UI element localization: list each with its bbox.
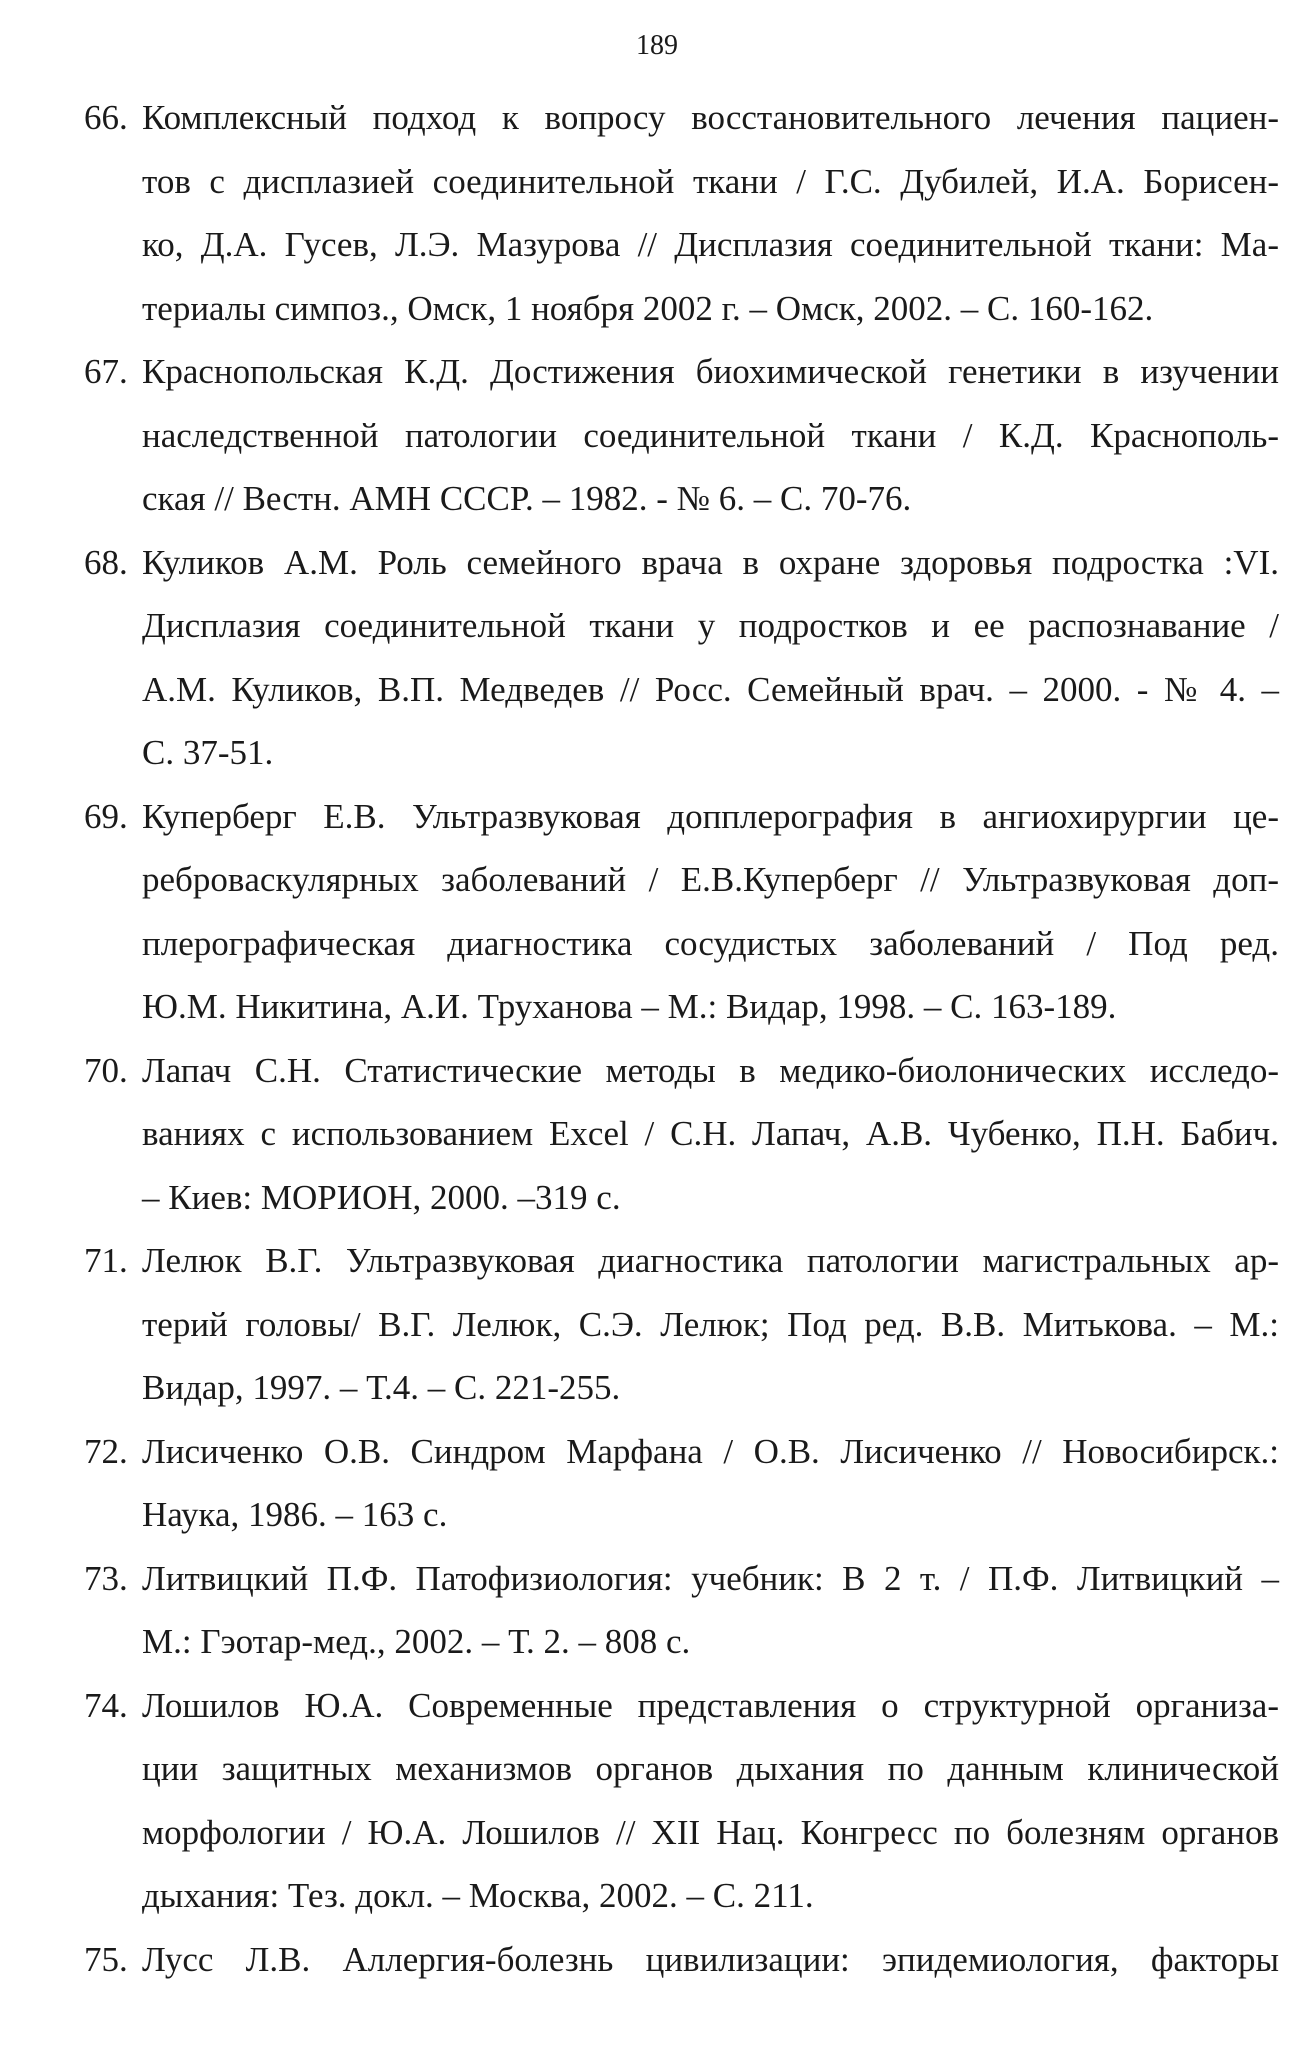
reference-line: Лисиченко О.В. Синдром Марфана / О.В. Лисиченко // Новосибирск.:	[142, 1431, 1279, 1471]
reference-text	[142, 531, 1279, 785]
reference-line: Дисплазия соединительной ткани у подростков и ее распознавание /	[142, 606, 1279, 645]
reference-entry	[84, 1928, 1279, 1992]
reference-line: Лелюк В.Г. Ультразвуковая диагностика патологии магистральных ар-	[142, 1241, 1279, 1280]
reference-number: 75.	[84, 1939, 128, 1979]
reference-line: Лапач С.Н. Статистические методы в медико-биолонических исследо-	[142, 1050, 1279, 1090]
reference-line: морфологии / Ю.А. Лошилов // XII Нац. Конгресс по болезням органов	[142, 1812, 1279, 1852]
reference-line: плерографическая диагностика сосудистых заболеваний / Под ред.	[142, 923, 1279, 963]
reference-text	[142, 1039, 1279, 1230]
reference-line: тов с дисплазией соединительной ткани / Г.С. Дубилей, И.А. Борисен-	[142, 161, 1279, 201]
reference-line: Комплексный подход к вопросу восстановительного лечения пациен-	[142, 98, 1279, 137]
reference-entry	[84, 1039, 1279, 1230]
reference-text	[142, 1674, 1279, 1928]
reference-line: Куперберг Е.В. Ультразвуковая допплерография в ангиохирургии це-	[142, 796, 1279, 836]
reference-text	[142, 1928, 1279, 1992]
reference-text	[142, 1547, 1279, 1674]
reference-entry	[84, 1420, 1279, 1547]
reference-line: ская // Вестн. АМН СССР. – 1982. - № 6. – С. 70-76.	[142, 479, 912, 518]
reference-number: 66.	[84, 98, 128, 137]
reference-line: ребровaскулярных заболеваний / Е.В.Куперберг // Ультразвуковая доп-	[142, 860, 1279, 899]
reference-line: – Киев: МОРИОН, 2000. –319 с.	[142, 1177, 621, 1217]
reference-entry	[84, 531, 1279, 785]
reference-number: 69.	[84, 796, 128, 836]
reference-line: Видар, 1997. – Т.4. – С. 221-255.	[142, 1368, 621, 1407]
reference-line: терий головы/ В.Г. Лелюк, С.Э. Лелюк; Под ред. В.В. Митькова. – М.:	[142, 1304, 1279, 1344]
reference-number: 74.	[84, 1685, 128, 1725]
reference-number: 73.	[84, 1558, 128, 1598]
reference-number: 68.	[84, 542, 128, 582]
reference-line: Ю.М. Никитина, А.И. Труханова – М.: Видар, 1998. – С. 163-189.	[142, 987, 1117, 1026]
reference-line: дыхания: Тез. докл. – Москва, 2002. – С. 211.	[142, 1876, 814, 1915]
reference-entry	[84, 1674, 1279, 1928]
reference-line: Краснопольская К.Д. Достижения биохимической генетики в изучении	[142, 352, 1279, 391]
reference-text	[142, 1229, 1279, 1420]
reference-number: 72.	[84, 1431, 128, 1471]
reference-line: ко, Д.А. Гусев, Л.Э. Мазурова // Дисплазия соединительной ткани: Ма-	[142, 225, 1279, 264]
reference-entry	[84, 86, 1279, 340]
reference-entry	[84, 1229, 1279, 1420]
reference-entry	[84, 785, 1279, 1039]
reference-line: Лошилов Ю.А. Современные представления о структурной организа-	[142, 1685, 1279, 1725]
reference-text	[142, 1420, 1279, 1547]
reference-entry	[84, 340, 1279, 531]
reference-line: С. 37-51.	[142, 733, 274, 772]
reference-entry	[84, 1547, 1279, 1674]
reference-line: териалы симпоз., Омск, 1 ноября 2002 г. – Омск, 2002. – С. 160-162.	[142, 288, 1154, 328]
reference-list	[84, 86, 1279, 1991]
reference-line: Лусс Л.В. Аллергия-болезнь цивилизации: эпидемиология, факторы	[142, 1939, 1279, 1979]
reference-line: ваниях с использованием Excel / С.Н. Лапач, А.В. Чубенко, П.Н. Бабич.	[142, 1114, 1279, 1153]
reference-text	[142, 785, 1279, 1039]
page-number: 189	[636, 30, 678, 61]
reference-text	[142, 340, 1279, 531]
reference-number: 71.	[84, 1241, 128, 1280]
reference-line: Литвицкий П.Ф. Патофизиология: учебник: В 2 т. / П.Ф. Литвицкий –	[142, 1558, 1279, 1598]
reference-line: Наука, 1986. – 163 с.	[142, 1495, 448, 1534]
reference-line: наследственной патологии соединительной ткани / К.Д. Краснополь-	[142, 415, 1279, 455]
reference-number: 67.	[84, 352, 128, 391]
reference-line: М.: Гэотар-мед., 2002. – Т. 2. – 808 с.	[142, 1622, 691, 1661]
reference-line: А.М. Куликов, В.П. Медведев // Росс. Семейный врач. – 2000. - № 4. –	[142, 669, 1279, 709]
reference-line: Куликов А.М. Роль семейного врача в охране здоровья подростка :VI.	[142, 542, 1279, 582]
reference-line: ции защитных механизмов органов дыхания по данным клинической	[142, 1749, 1279, 1788]
reference-text	[142, 86, 1279, 340]
reference-number: 70.	[84, 1050, 128, 1090]
